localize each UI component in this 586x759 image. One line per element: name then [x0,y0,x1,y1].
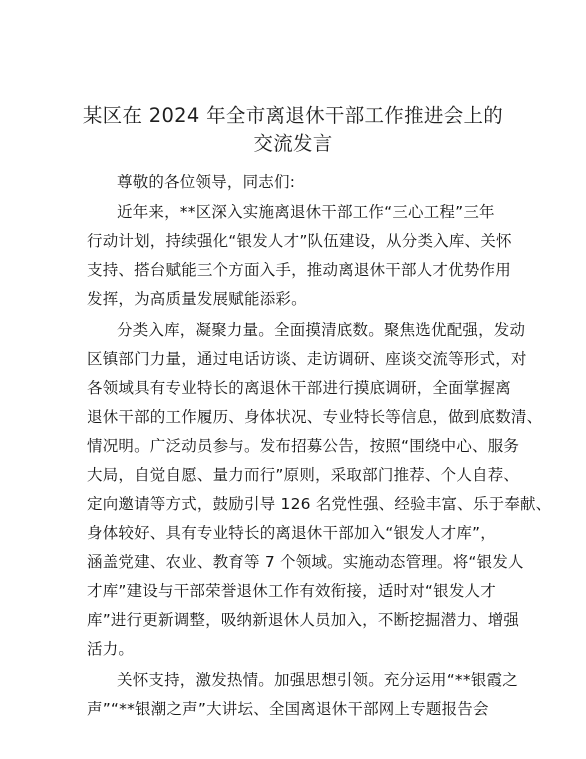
paragraph-2-line-1: 分类入库，凝聚力量。全面摸清底数。聚焦选优配强，发动 [117,321,526,339]
paragraph-3-line-2: 声”“**银潮之声”大讲坛、全国离退休干部网上专题报告会 [87,700,489,718]
paragraph-2-line-10: 才库”建设与干部荣誉退休工作有效衔接，适时对“银发人才 [87,582,496,600]
paragraph-3-line-1: 关怀支持，激发热情。加强思想引领。充分运用“**银霞之 [117,671,518,689]
paragraph-2-line-8: 身体较好、具有专业特长的离退休干部加入“银发人才库”， [87,524,496,542]
paragraph-2-line-5: 情况明。广泛动员参与。发布招募公告，按照“围绕中心、服务 [87,437,520,455]
paragraph-1-line-4: 发挥，为高质量发展赋能添彩。 [87,290,307,308]
document-title-line-2: 交流发言 [253,132,333,155]
paragraph-2-line-7: 定向邀请等方式，鼓励引导 126 名党性强、经验丰富、乐于奉献、 [87,495,552,513]
paragraph-2-line-11: 库”进行更新调整，吸纳新退休人员加入，不断挖掘潜力、增强 [87,611,520,629]
salutation: 尊敬的各位领导，同志们: [117,173,296,191]
document-title-line-1: 某区在 2024 年全市离退休干部工作推进会上的 [82,104,504,127]
paragraph-2-line-2: 区镇部门力量，通过电话访谈、走访调研、座谈交流等形式，对 [87,350,527,368]
paragraph-1-line-1: 近年来，**区深入实施离退休干部工作“三心工程”三年 [117,203,495,221]
paragraph-2-line-3: 各领域具有专业特长的离退休干部进行摸底调研，全面掌握离 [87,379,511,397]
paragraph-1-line-3: 支持、搭台赋能三个方面入手，推动离退休干部人才优势作用 [87,261,511,279]
paragraph-2-line-4: 退休干部的工作履历、身体状况、专业特长等信息，做到底数清、 [87,408,543,426]
paragraph-1-line-2: 行动计划，持续强化“银发人才”队伍建设，从分类入库、关怀 [87,232,512,250]
paragraph-2-line-9: 涵盖党建、农业、教育等 7 个领域。实施动态管理。将“银发人 [87,553,524,571]
paragraph-2-line-6: 大局，自觉自愿、量力而行”原则，采取部门推荐、个人自荐、 [87,466,520,484]
paragraph-2-line-12: 活力。 [87,640,135,658]
